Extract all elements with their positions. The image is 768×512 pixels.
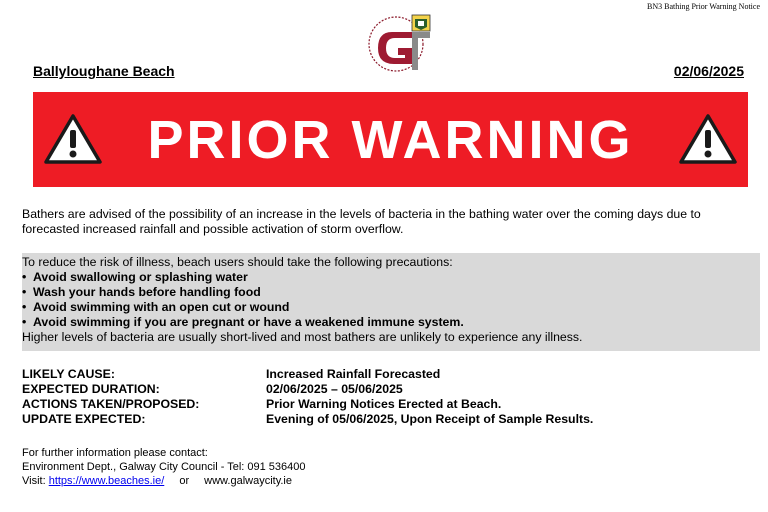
list-item: • Avoid swimming with an open cut or wound bbox=[22, 300, 760, 315]
list-item: • Avoid swallowing or splashing water bbox=[22, 270, 760, 285]
detail-row-actions bbox=[22, 397, 593, 412]
detail-label: EXPECTED DURATION: bbox=[22, 382, 160, 396]
banner-title: PRIOR WARNING bbox=[147, 109, 634, 170]
detail-value: Increased Rainfall Forecasted bbox=[266, 367, 441, 381]
precautions-lead: To reduce the risk of illness, beach users should take the following precautions: bbox=[22, 255, 453, 269]
details-section bbox=[22, 367, 593, 427]
list-item: • Wash your hands before handling food bbox=[22, 285, 760, 300]
prior-warning-banner bbox=[33, 92, 748, 187]
intro-paragraph: Bathers are advised of the possibility of an increase in the levels of bacteria in the bathing water over the coming days due to forecasted increased rainfall and possible activation of storm overflow. bbox=[22, 207, 701, 236]
warning-triangle-icon bbox=[678, 113, 738, 165]
precautions-box bbox=[22, 253, 760, 351]
beach-name: Ballyloughane Beach bbox=[33, 63, 175, 79]
detail-value: Prior Warning Notices Erected at Beach. bbox=[266, 397, 502, 411]
beaches-link[interactable]: https://www.beaches.ie/ bbox=[48, 475, 165, 487]
detail-value: 02/06/2025 – 05/06/2025 bbox=[266, 382, 403, 396]
contact-heading: For further information please contact: bbox=[22, 447, 208, 459]
contact-visit-line bbox=[22, 474, 306, 488]
contact-dept: Environment Dept., Galway City Council - Tel: 091 536400 bbox=[22, 461, 306, 473]
precautions-list bbox=[22, 270, 760, 330]
contact-section bbox=[22, 446, 306, 488]
precautions-footer: Higher levels of bacteria are usually short-lived and most bathers are unlikely to experience any illness. bbox=[22, 330, 583, 344]
detail-row-update bbox=[22, 412, 593, 427]
detail-label: LIKELY CAUSE: bbox=[22, 367, 115, 381]
detail-label: UPDATE EXPECTED: bbox=[22, 412, 146, 426]
visit-label: Visit: bbox=[22, 475, 46, 487]
galway-city-council-logo bbox=[364, 10, 444, 74]
detail-row-expected-duration bbox=[22, 382, 593, 397]
galwaycity-link[interactable]: www.galwaycity.ie bbox=[204, 475, 292, 487]
or-text: or bbox=[179, 475, 190, 487]
notice-reference: BN3 Bathing Prior Warning Notice bbox=[647, 2, 760, 11]
logo-initial: G bbox=[364, 10, 365, 11]
list-item: • Avoid swimming if you are pregnant or have a weakened immune system. bbox=[22, 315, 760, 330]
detail-row-likely-cause bbox=[22, 367, 593, 382]
warning-triangle-icon bbox=[43, 113, 103, 165]
detail-label: ACTIONS TAKEN/PROPOSED: bbox=[22, 397, 200, 411]
detail-value: Evening of 05/06/2025, Upon Receipt of Sample Results. bbox=[266, 412, 594, 426]
notice-date: 02/06/2025 bbox=[673, 63, 744, 79]
